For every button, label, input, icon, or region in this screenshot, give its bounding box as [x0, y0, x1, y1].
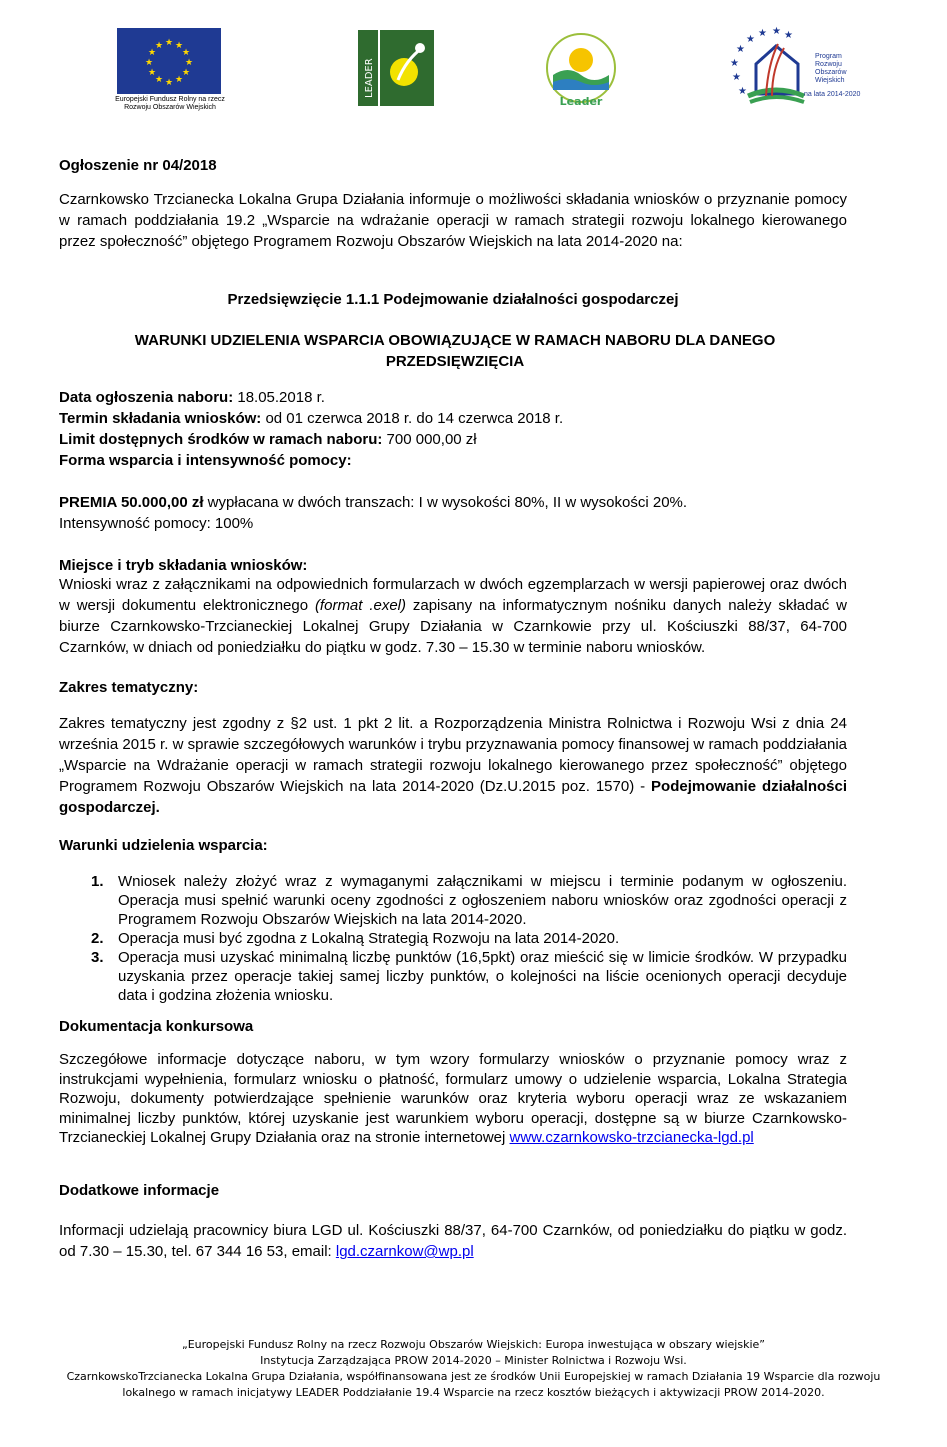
deadline-value: od 01 czerwca 2018 r. do 14 czerwca 2018 r.	[261, 410, 564, 427]
date-label: Data ogłoszenia naboru:	[59, 389, 234, 406]
support-list	[59, 872, 847, 1005]
svg-text:★: ★	[181, 68, 191, 78]
additional-heading: Dodatkowe informacje	[59, 1182, 220, 1199]
svg-text:★: ★	[147, 48, 157, 58]
prow-program-text: Program Rozwoju Obszarów Wiejskich	[815, 53, 847, 84]
form-label: Forma wsparcia i intensywność pomocy:	[59, 452, 352, 469]
svg-text:★: ★	[736, 44, 745, 55]
eu-caption: Europejski Fundusz Rolny na rzecz Rozwoju Obszarów Wiejskich	[115, 96, 225, 111]
svg-text:★: ★	[784, 30, 793, 41]
footer	[40, 1337, 907, 1401]
conditions-title: WARUNKI UDZIELENIA WSPARCIA OBOWIĄZUJĄCE W RAMACH NABORU DLA DANEGO PRZEDSIĘWZIĘCIA	[134, 332, 776, 370]
project-title: Przedsięwzięcie 1.1.1 Podejmowanie działalności gospodarczej	[227, 291, 679, 308]
prow-years: na lata 2014-2020	[804, 91, 861, 98]
svg-text:★: ★	[154, 75, 164, 85]
limit-label: Limit dostępnych środków w ramach naboru:	[59, 431, 383, 448]
additional-paragraph: Informacji udzielają pracownicy biura LGD ul. Kościuszki 88/37, 64-700 Czarnków, od poniedziałku do piątku w godz. od 7.30 – 15.30, tel. 67 344 16 53, email: lgd.czarnkow@wp.pl	[59, 1222, 847, 1260]
footer-line-2: Instytucja Zarządzająca PROW 2014-2020 – Minister Rolnictwa i Rozwoju Wsi.	[260, 1354, 687, 1367]
svg-text:★: ★	[144, 58, 154, 68]
leader-logo	[358, 30, 434, 106]
svg-text:★: ★	[174, 75, 184, 85]
eu-stars-icon	[117, 28, 221, 94]
intro-paragraph: Czarnkowsko Trzcianecka Lokalna Grupa Działania informuje o możliwości składania wniosków o przyznanie pomocy w ramach poddziałania 19.2 „Wsparcie na wdrażanie operacji w ramach strategii rozwoju lokalnego kierowanego przez społeczność” objętego Programem Rozwoju Obszarów Wiejskich na lata 2014-2020 na:	[59, 191, 847, 250]
svg-text:★: ★	[154, 41, 164, 51]
leader-text: LEADER	[364, 58, 375, 98]
svg-text:★: ★	[738, 86, 747, 97]
email-link[interactable]: lgd.czarnkow@wp.pl	[335, 1243, 474, 1260]
premium-text: wypłacana w dwóch transzach: I w wysokości 80%, II w wysokości 20%.	[203, 494, 688, 511]
svg-text:★: ★	[730, 58, 739, 69]
details-block	[59, 387, 847, 471]
list-item: 2. Operacja musi być zgodna z Lokalną Strategią Rozwoju na lata 2014-2020.	[91, 930, 620, 947]
docs-heading: Dokumentacja konkursowa	[59, 1018, 254, 1035]
leader2-text: Leader	[559, 95, 603, 108]
deadline-label: Termin składania wniosków:	[59, 410, 262, 427]
svg-text:★: ★	[164, 78, 174, 88]
lgd-website-link[interactable]: www.czarnkowsko-trzcianecka-lgd.pl	[509, 1129, 754, 1146]
limit-value: 700 000,00 zł	[382, 431, 477, 448]
svg-text:★: ★	[164, 38, 174, 48]
premium-label: PREMIA 50.000,00 zł	[59, 494, 204, 511]
svg-text:★: ★	[772, 26, 781, 37]
scope-heading: Zakres tematyczny:	[59, 679, 199, 696]
announcement-title: Ogłoszenie nr 04/2018	[59, 157, 217, 174]
svg-text:★: ★	[147, 68, 157, 78]
footer-line-3: CzarnkowskoTrzcianecka Lokalna Grupa Działania, współfinansowana jest ze środków Unii Europejskiej w ramach Działania 19 Wsparcie dla rozwoju lokalnego w ramach inicjatywy LEADER Poddziałanie 19.4 Wsparcie na rzecz kosztów bieżących i aktywizacji PROW 2014-2020.	[66, 1370, 881, 1399]
svg-text:★: ★	[746, 34, 755, 45]
place-paragraph: Wnioski wraz z załącznikami na odpowiednich formularzach w dwóch egzemplarzach w wersji papierowej oraz dwóch w wersji dokumentu elektronicznego (format .exel) zapisany na informatycznym nośniku danych należy składać w biurze Czarnkowsko-Trzcianeckiej Lokalnej Grupy Działania w Czarnkowie przy ul. Kościuszki 88/37, 64-700 Czarnków, w dniach od poniedziałku do piątku w godz. 7.30 – 15.30 w terminie naboru wniosków.	[59, 576, 847, 656]
svg-text:★: ★	[758, 28, 767, 39]
place-heading: Miejsce i tryb składania wniosków:	[59, 557, 308, 574]
intensity-text: Intensywność pomocy: 100%	[59, 515, 254, 532]
date-value: 18.05.2018 r.	[233, 389, 325, 406]
scope-paragraph: Zakres tematyczny jest zgodny z §2 ust. 1 pkt 2 lit. a Rozporządzenia Ministra Rolnictwa i Rozwoju Wsi z dnia 24 września 2015 r. w sprawie szczegółowych warunków i trybu przyznawania pomocy finansowej w ramach poddziałania „Wsparcie na Wdrażanie operacji w ramach strategii rozwoju lokalnego kierowanego przez społeczność” objętego Programem Rozwoju Obszarów Wiejskich na lata 2014-2020 (Dz.U.2015 poz. 1570) - Podejmowanie działalności gospodarczej.	[59, 715, 847, 816]
list-item: 1. Wniosek należy złożyć wraz z wymaganymi załącznikami w miejscu i terminie podanym w ogłoszeniu. Operacja musi spełnić warunki oceny zgodności z ogłoszeniem naboru wniosków oraz zgodności operacji z Programem Rozwoju Obszarów Wiejskich na lata 2014-2020.	[91, 873, 847, 928]
svg-text:★: ★	[174, 41, 184, 51]
list-item: 3. Operacja musi uzyskać minimalną liczbę punktów (16,5pkt) oraz mieścić się w limicie środków. W przypadku uzyskania przez operacje takiej samej liczby punktów, o kolejności na liście ocenionych operacji decyduje data i godzina złożenia wniosku.	[91, 949, 847, 1004]
docs-paragraph: Szczegółowe informacje dotyczące naboru, w tym wzory formularzy wniosków o przyznanie pomocy wraz z instrukcjami wypełnienia, formularz wniosku o płatność, formularz umowy o udzielenie wsparcia, Lokalna Strategia Rozwoju, dokumenty potwierdzające spełnienie warunków oraz kryteria wyboru operacji wraz ze wskazaniem minimalnej liczby punktów, której uzyskanie jest warunkiem wyboru operacji, dostępne są w biurze Czarnkowsko-Trzcianeckiej Lokalnej Grupy Działania oraz na stronie internetowej www.czarnkowsko-trzcianecka-lgd.pl	[59, 1051, 847, 1146]
svg-text:★: ★	[732, 72, 741, 83]
svg-text:★: ★	[181, 48, 191, 58]
premium-block	[59, 492, 847, 534]
footer-line-1: „Europejski Fundusz Rolny na rzecz Rozwoju Obszarów Wiejskich: Europa inwestująca w obszary wiejskie”	[182, 1338, 765, 1351]
lgd-logo	[538, 30, 624, 110]
support-heading: Warunki udzielenia wsparcia:	[59, 837, 268, 854]
eu-flag-logo	[117, 28, 221, 94]
svg-text:★: ★	[184, 58, 194, 68]
